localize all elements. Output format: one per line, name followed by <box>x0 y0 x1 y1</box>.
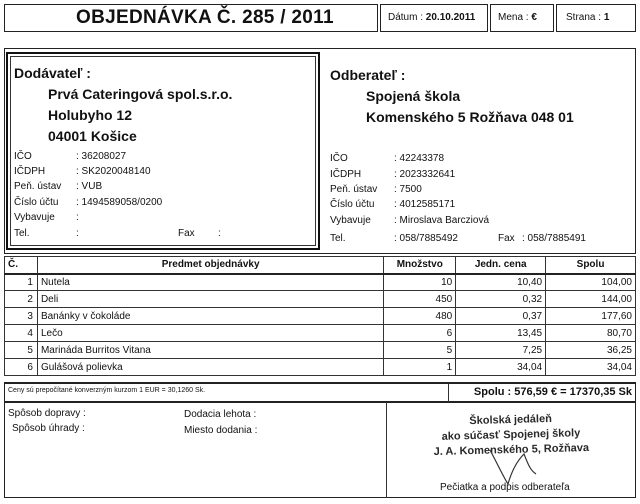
row-number: 4 <box>5 325 38 342</box>
supplier-bank-label: Peň. ústav <box>14 181 62 192</box>
supplier-contact-label: Vybavuje <box>14 212 55 223</box>
supplier-city: 04001 Košice <box>48 128 137 144</box>
supplier-street: Holubyho 12 <box>48 107 133 123</box>
customer-account-value: : 4012585171 <box>394 199 456 210</box>
stamp-caption: Pečiatka a podpis odberateľa <box>440 482 570 493</box>
table-row <box>5 308 636 325</box>
col-header-unit-price: Jedn. cena <box>456 257 546 274</box>
supplier-box-inner <box>10 56 316 246</box>
page-title: OBJEDNÁVKA Č. 285 / 2011 <box>76 7 334 28</box>
supplier-tel-label: Tel. <box>14 228 30 239</box>
customer-bank-label: Peň. ústav <box>330 184 378 195</box>
customer-account-label: Číslo účtu <box>330 199 375 210</box>
currency-value: € <box>531 12 537 23</box>
supplier-contact-value: : <box>76 212 79 223</box>
row-quantity: 1 <box>384 359 456 376</box>
row-number: 1 <box>5 274 38 291</box>
date-value: 20.10.2011 <box>425 12 476 23</box>
row-total: 104,00 <box>546 274 636 291</box>
row-number: 2 <box>5 291 38 308</box>
row-unit-price: 10,40 <box>456 274 546 291</box>
customer-ico-label: IČO <box>330 153 348 164</box>
customer-address: Komenského 5 Rožňava 048 01 <box>366 109 574 125</box>
row-total: 34,04 <box>546 359 636 376</box>
customer-fax-value: : 058/7885491 <box>522 233 586 244</box>
customer-contact-label: Vybavuje <box>330 215 371 226</box>
row-unit-price: 34,04 <box>456 359 546 376</box>
row-quantity: 480 <box>384 308 456 325</box>
date-label: Dátum : <box>388 12 424 23</box>
delivery-term-label: Dodacia lehota : <box>184 409 257 420</box>
grand-total: Spolu : 576,59 € = 17370,35 Sk <box>473 386 632 398</box>
conversion-note: Ceny sú prepočítané konverzným kurzom 1 EUR = 30,1260 Sk. <box>8 387 206 394</box>
row-unit-price: 0,37 <box>456 308 546 325</box>
col-header-item: Predmet objednávky <box>37 257 383 274</box>
row-quantity: 5 <box>384 342 456 359</box>
customer-icdph-value: : 2023332641 <box>394 169 456 180</box>
page-label: Strana : <box>566 12 602 23</box>
supplier-ico-value: : 36208027 <box>76 151 127 162</box>
table-row <box>5 359 636 376</box>
table-row <box>5 274 636 291</box>
supplier-icdph-value: : SK2020048140 <box>76 166 151 177</box>
supplier-fax-value: : <box>218 228 221 239</box>
transport-label: Spôsob dopravy : <box>8 408 86 419</box>
table-row <box>5 325 636 342</box>
supplier-ico-label: IČO <box>14 151 32 162</box>
customer-tel-label: Tel. <box>330 233 346 244</box>
supplier-account-label: Číslo účtu <box>14 197 59 208</box>
supplier-tel-value: : <box>76 228 79 239</box>
row-total: 144,00 <box>546 291 636 308</box>
delivery-place-label: Miesto dodania : <box>184 425 258 436</box>
row-item: Nutela <box>37 274 383 291</box>
row-total: 36,25 <box>546 342 636 359</box>
customer-ico-value: : 42243378 <box>394 153 445 164</box>
col-header-total: Spolu <box>546 257 636 274</box>
row-item: Deli <box>37 291 383 308</box>
table-header-row <box>5 257 636 274</box>
payment-label: Spôsob úhrady : <box>12 423 85 434</box>
row-number: 6 <box>5 359 38 376</box>
row-total: 80,70 <box>546 325 636 342</box>
row-number: 3 <box>5 308 38 325</box>
customer-fax-label: Fax <box>498 233 515 244</box>
supplier-bank-value: : VUB <box>76 181 103 192</box>
supplier-heading: Dodávateľ : <box>14 65 91 81</box>
row-quantity: 6 <box>384 325 456 342</box>
stamp-line-1: Školská jedáleň <box>469 412 553 428</box>
customer-name: Spojená škola <box>366 88 461 104</box>
table-row <box>5 342 636 359</box>
row-item: Gulášová polievka <box>37 359 383 376</box>
supplier-account-value: : 1494589058/0200 <box>76 197 163 208</box>
currency-label: Mena : <box>498 12 529 23</box>
supplier-icdph-label: IČDPH <box>14 166 46 177</box>
date-field <box>388 12 475 23</box>
stamp-line-2: ako súčasť Spojenej školy <box>441 427 581 443</box>
currency-field <box>498 12 537 23</box>
row-number: 5 <box>5 342 38 359</box>
col-header-number: Č. <box>5 257 38 274</box>
row-quantity: 450 <box>384 291 456 308</box>
supplier-name: Prvá Cateringová spol.s.r.o. <box>48 86 233 102</box>
row-unit-price: 7,25 <box>456 342 546 359</box>
customer-tel-value: : 058/7885492 <box>394 233 458 244</box>
page-number-field <box>566 12 609 23</box>
row-quantity: 10 <box>384 274 456 291</box>
supplier-fax-label: Fax <box>178 228 195 239</box>
row-item: Lečo <box>37 325 383 342</box>
customer-contact-value: : Miroslava Barcziová <box>394 215 490 226</box>
customer-heading: Odberateľ : <box>330 67 406 83</box>
totals-divider <box>448 384 449 402</box>
row-unit-price: 0,32 <box>456 291 546 308</box>
stamp-line-3: J. A. Komenského 5, Rožňava <box>433 441 590 459</box>
row-unit-price: 13,45 <box>456 325 546 342</box>
col-header-quantity: Množstvo <box>384 257 456 274</box>
table-row <box>5 291 636 308</box>
row-total: 177,60 <box>546 308 636 325</box>
customer-icdph-label: IČDPH <box>330 169 362 180</box>
customer-bank-value: : 7500 <box>394 184 422 195</box>
row-item: Banánky v čokoláde <box>37 308 383 325</box>
items-table <box>4 256 636 376</box>
page-value: 1 <box>603 12 610 23</box>
row-item: Marináda Burritos Vitana <box>37 342 383 359</box>
